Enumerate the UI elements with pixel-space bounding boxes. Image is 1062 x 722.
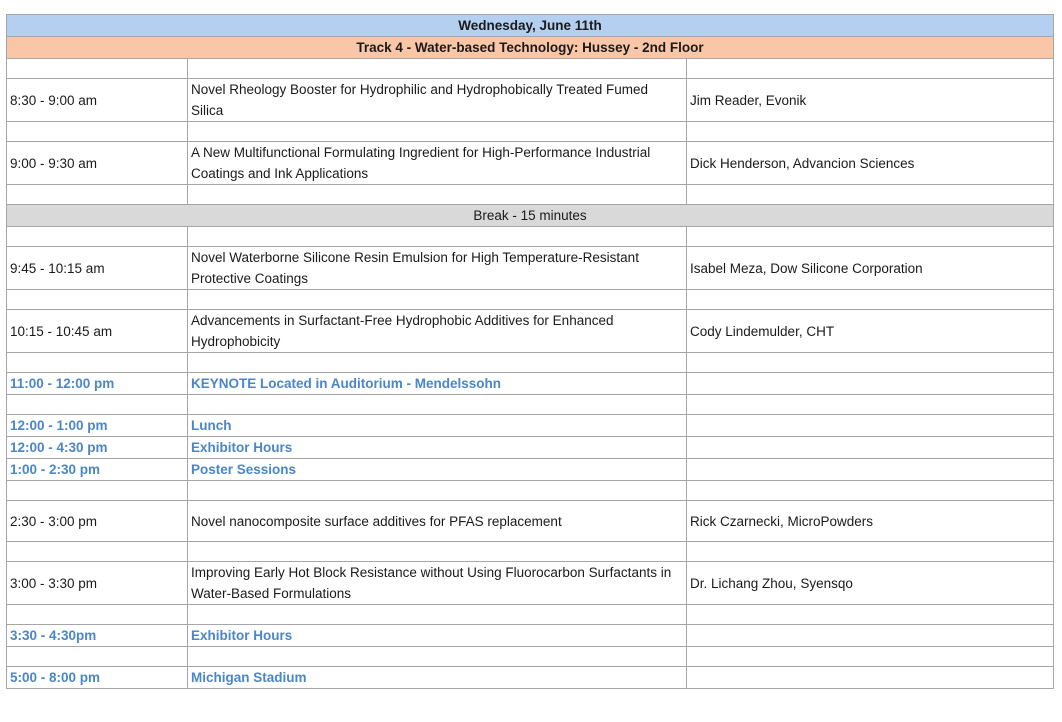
event-time: 1:00 - 2:30 pm bbox=[7, 459, 188, 481]
event-row bbox=[7, 437, 1054, 459]
table-row bbox=[7, 247, 1054, 290]
event-time: 3:30 - 4:30pm bbox=[7, 625, 188, 647]
event-time: 12:00 - 1:00 pm bbox=[7, 415, 188, 437]
session-speaker: Dr. Lichang Zhou, Syensqo bbox=[687, 562, 1054, 605]
session-title: Advancements in Surfactant-Free Hydrophobic Additives for Enhanced Hydrophobicity bbox=[188, 310, 687, 353]
session-time: 8:30 - 9:00 am bbox=[7, 79, 188, 122]
event-title: KEYNOTE Located in Auditorium - Mendelssohn bbox=[188, 373, 687, 395]
session-title: Improving Early Hot Block Resistance without Using Fluorocarbon Surfactants in Water-Based Formulations bbox=[188, 562, 687, 605]
table-row bbox=[7, 79, 1054, 122]
event-title: Lunch bbox=[188, 415, 687, 437]
session-time: 2:30 - 3:00 pm bbox=[7, 501, 188, 542]
event-time: 11:00 - 12:00 pm bbox=[7, 373, 188, 395]
event-row bbox=[7, 373, 1054, 395]
session-speaker: Isabel Meza, Dow Silicone Corporation bbox=[687, 247, 1054, 290]
table-row bbox=[7, 142, 1054, 185]
session-title: A New Multifunctional Formulating Ingredient for High-Performance Industrial Coatings and Ink Applications bbox=[188, 142, 687, 185]
session-speaker: Rick Czarnecki, MicroPowders bbox=[687, 501, 1054, 542]
event-row bbox=[7, 459, 1054, 481]
session-time: 9:45 - 10:15 am bbox=[7, 247, 188, 290]
track-header: Track 4 - Water-based Technology: Hussey - 2nd Floor bbox=[7, 37, 1054, 59]
event-time: 5:00 - 8:00 pm bbox=[7, 667, 188, 689]
session-time: 3:00 - 3:30 pm bbox=[7, 562, 188, 605]
session-title: Novel Waterborne Silicone Resin Emulsion for High Temperature-Resistant Protective Coatings bbox=[188, 247, 687, 290]
session-time: 9:00 - 9:30 am bbox=[7, 142, 188, 185]
event-title: Exhibitor Hours bbox=[188, 437, 687, 459]
session-speaker: Dick Henderson, Advancion Sciences bbox=[687, 142, 1054, 185]
day-header: Wednesday, June 11th bbox=[7, 15, 1054, 37]
schedule-table bbox=[6, 14, 1054, 689]
table-row bbox=[7, 310, 1054, 353]
session-time: 10:15 - 10:45 am bbox=[7, 310, 188, 353]
break-row: Break - 15 minutes bbox=[7, 205, 1054, 227]
table-row bbox=[7, 562, 1054, 605]
table-row bbox=[7, 501, 1054, 542]
event-title: Poster Sessions bbox=[188, 459, 687, 481]
event-row bbox=[7, 415, 1054, 437]
session-title: Novel nanocomposite surface additives for PFAS replacement bbox=[188, 501, 687, 542]
session-speaker: Cody Lindemulder, CHT bbox=[687, 310, 1054, 353]
event-title: Michigan Stadium bbox=[188, 667, 687, 689]
event-title: Exhibitor Hours bbox=[188, 625, 687, 647]
session-title: Novel Rheology Booster for Hydrophilic and Hydrophobically Treated Fumed Silica bbox=[188, 79, 687, 122]
event-time: 12:00 - 4:30 pm bbox=[7, 437, 188, 459]
event-row bbox=[7, 625, 1054, 647]
event-row bbox=[7, 667, 1054, 689]
session-speaker: Jim Reader, Evonik bbox=[687, 79, 1054, 122]
